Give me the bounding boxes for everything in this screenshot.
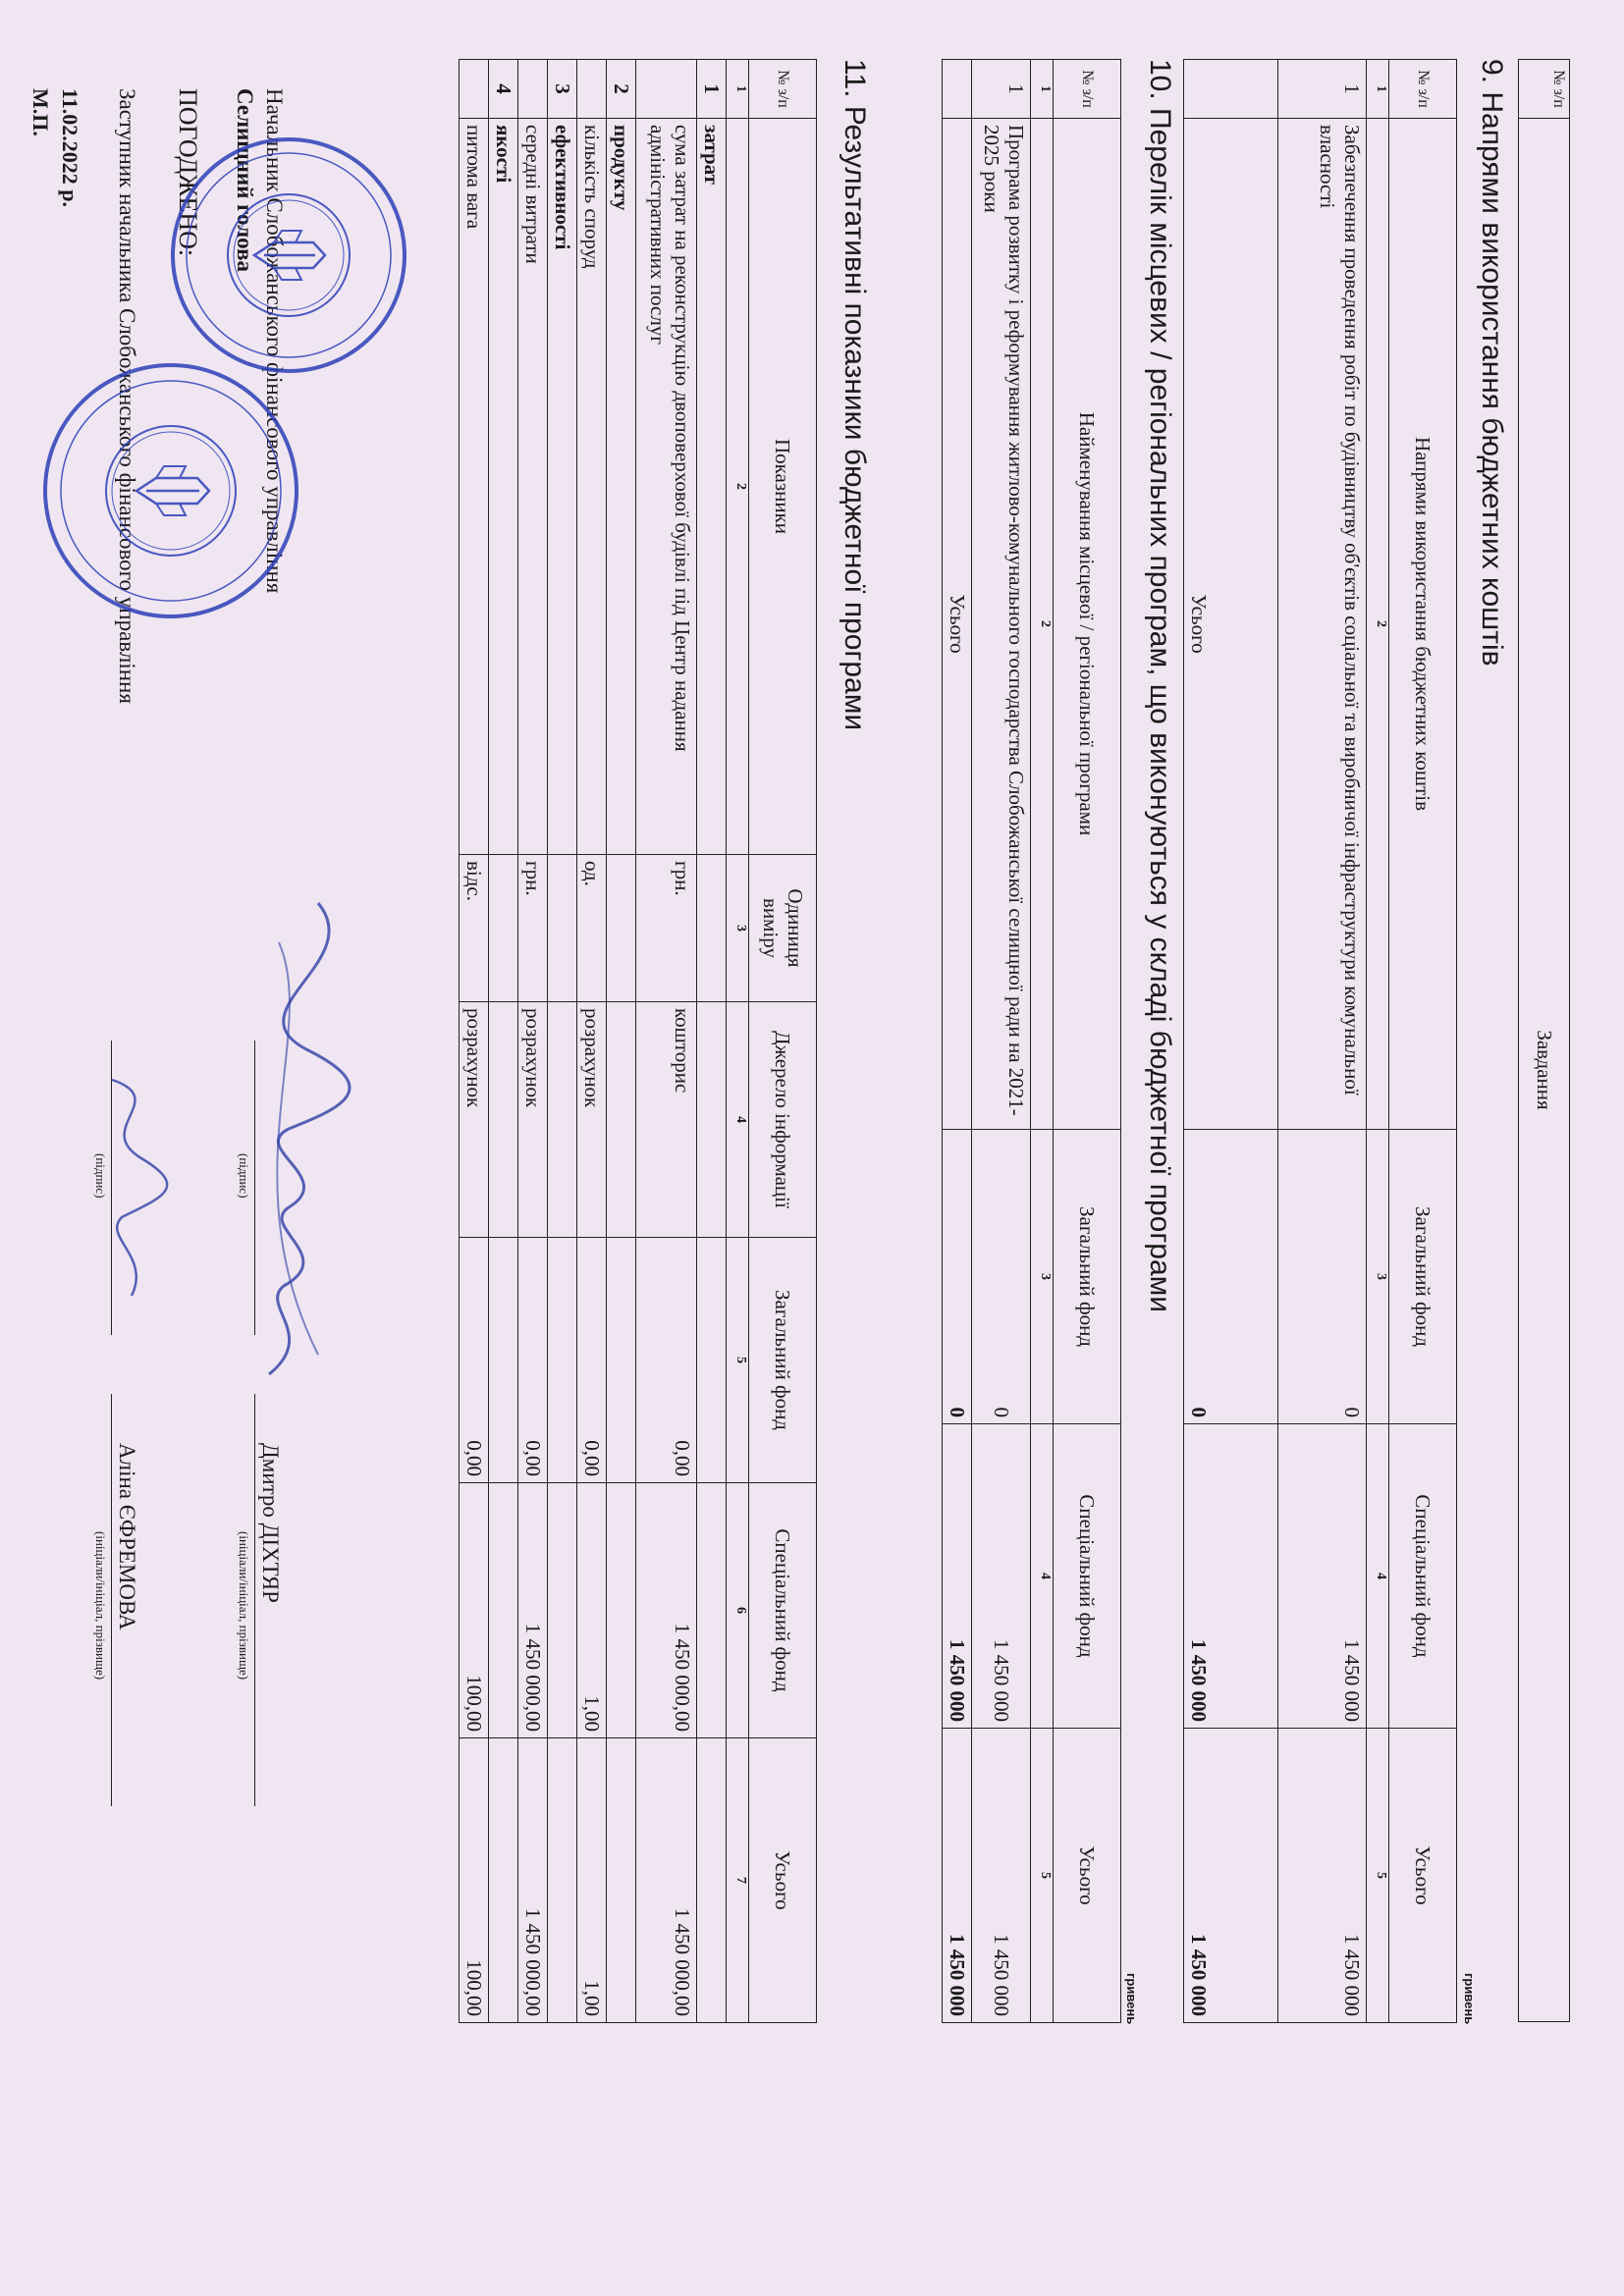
s10-colnum: 5 [1031, 1729, 1054, 2023]
s10-h-no: № з/п [1054, 60, 1121, 119]
s9-colnum: 3 [1367, 1130, 1389, 1424]
s9-row-special: 1 450 000 [1278, 1424, 1367, 1729]
s11-h-unit: Одиниця виміру [749, 855, 817, 1002]
section9-title: 9. Напрями використання бюджетних коштів [1476, 59, 1508, 667]
s10-row-name: Програма розвитку і реформування житлово-комунального господарства Слобожанської селищної ради на 2021-2025 роки [972, 119, 1031, 1130]
s11-cell-unit: од. [577, 855, 607, 1002]
s11-h-no: № з/п [749, 60, 817, 119]
s11-colnum: 3 [727, 855, 749, 1002]
s11-cell-general: 0,00 [518, 1238, 548, 1483]
s11-cell-name: продукту [607, 119, 636, 855]
indicator-group-row [607, 60, 636, 2023]
s11-cell-name: ефективності [548, 119, 577, 855]
s9-total-label: Усього [1184, 119, 1278, 1130]
section11-body [460, 60, 727, 2023]
s10-colnum: 4 [1031, 1424, 1054, 1729]
s11-cell-unit: грн. [518, 855, 548, 1002]
s10-colnum: 2 [1031, 119, 1054, 1130]
indicator-group-row [697, 60, 727, 2023]
s10-row-no: 1 [972, 60, 1031, 119]
council-seal-stamp [166, 133, 411, 378]
s9-h-total: Усього [1389, 1729, 1457, 2023]
s11-cell-special: 1 450 000,00 [636, 1483, 697, 1738]
s11-colnum: 6 [727, 1483, 749, 1738]
s11-cell-name: середні витрати [518, 119, 548, 855]
s10-colnum: 1 [1031, 60, 1054, 119]
s11-h-source: Джерело інформації [749, 1002, 817, 1238]
section9-unit: гривень [1462, 1973, 1477, 2025]
head-position-line1: Начальник Слобожанського фінансового управління [262, 88, 287, 594]
agreed-label: ПОГОДЖЕНО: [174, 88, 202, 257]
s10-h-name: Найменування місцевої / регіональної програми [1054, 119, 1121, 1130]
s11-h-special: Спеціальний фонд [749, 1483, 817, 1738]
section10-unit: гривень [1124, 1973, 1139, 2025]
stamp-place: М.П. [28, 88, 53, 136]
s11-colnum: 4 [727, 1002, 749, 1238]
s11-cell-total [697, 1738, 727, 2023]
deputy-name: Аліна ЄФРЕМОВА [115, 1443, 139, 1630]
s11-cell-unit [548, 855, 577, 1002]
s11-cell-total: 1,00 [577, 1738, 607, 2023]
s11-cell-special [607, 1483, 636, 1738]
s11-cell-total [489, 1738, 518, 2023]
head-sign-caption: (підпис) [237, 1153, 251, 1199]
s9-h-general: Загальний фонд [1389, 1130, 1457, 1424]
s11-cell-general: 0,00 [460, 1238, 489, 1483]
s11-cell-source [607, 1002, 636, 1238]
s9-colnum: 1 [1367, 60, 1389, 119]
indicator-row [460, 60, 489, 2023]
deputy-position: Заступник начальника Слобожанського фінансового управління [115, 88, 139, 704]
s9-h-special: Спеціальний фонд [1389, 1424, 1457, 1729]
s11-h-total: Усього [749, 1738, 817, 2023]
s9-row-name: Забезпечення проведення робіт по будівництву об'єктів соціальної та виробничої інфраструктури комунальної власності [1278, 119, 1367, 1130]
s9-total-special: 1 450 000 [1184, 1424, 1278, 1729]
s11-cell-name: якості [489, 119, 518, 855]
s11-cell-no: 4 [489, 60, 518, 119]
s11-cell-source [697, 1002, 727, 1238]
s9-colnum: 5 [1367, 1729, 1389, 2023]
s10-h-special: Спеціальний фонд [1054, 1424, 1121, 1729]
s10-total-general: 0 [943, 1130, 972, 1424]
s10-total-label: Усього [943, 119, 972, 1130]
s11-cell-source [489, 1002, 518, 1238]
s11-cell-name: кількість споруд [577, 119, 607, 855]
s10-colnum: 3 [1031, 1130, 1054, 1424]
tasks-table [1518, 59, 1570, 2022]
s10-total-special: 1 450 000 [943, 1424, 972, 1729]
s9-h-name: Напрями використання бюджетних коштів [1389, 119, 1457, 1130]
s9-total-total: 1 450 000 [1184, 1729, 1278, 2023]
s11-cell-source [548, 1002, 577, 1238]
head-position-line2: Селищний голова [233, 88, 257, 272]
s9-row-no: 1 [1278, 60, 1367, 119]
s11-cell-total [607, 1738, 636, 2023]
s11-cell-no: 2 [607, 60, 636, 119]
section9-table [1183, 59, 1457, 2023]
s11-colnum: 2 [727, 119, 749, 855]
s11-cell-no [460, 60, 489, 119]
s11-cell-total: 1 450 000,00 [636, 1738, 697, 2023]
s10-row-general: 0 [972, 1130, 1031, 1424]
s10-row-special: 1 450 000 [972, 1424, 1031, 1729]
s10-h-total: Усього [1054, 1729, 1121, 2023]
s11-cell-general [607, 1238, 636, 1483]
s11-cell-general [697, 1238, 727, 1483]
indicator-row [577, 60, 607, 2023]
s11-colnum: 7 [727, 1738, 749, 2023]
deputy-sign-caption: (підпис) [93, 1153, 108, 1199]
indicator-group-row [489, 60, 518, 2023]
s11-cell-no [636, 60, 697, 119]
s11-cell-total: 1 450 000,00 [518, 1738, 548, 2023]
indicator-row [518, 60, 548, 2023]
s11-cell-source: кошторис [636, 1002, 697, 1238]
s9-row-total: 1 450 000 [1278, 1729, 1367, 2023]
s11-cell-unit: відс. [460, 855, 489, 1002]
s11-cell-general: 0,00 [577, 1238, 607, 1483]
s11-cell-unit: грн. [636, 855, 697, 1002]
s11-cell-no: 3 [548, 60, 577, 119]
s10-total-total: 1 450 000 [943, 1729, 972, 2023]
s11-cell-name: затрат [697, 119, 727, 855]
indicator-group-row [548, 60, 577, 2023]
s11-cell-general [489, 1238, 518, 1483]
s11-cell-unit [489, 855, 518, 1002]
s11-h-general: Загальний фонд [749, 1238, 817, 1483]
s11-cell-source: розрахунок [518, 1002, 548, 1238]
deputy-signature [82, 1060, 181, 1315]
tasks-col-no: № з/п [1519, 60, 1570, 119]
s11-cell-general: 0,00 [636, 1238, 697, 1483]
s11-cell-source: розрахунок [460, 1002, 489, 1238]
s11-cell-unit [607, 855, 636, 1002]
s9-colnum: 4 [1367, 1424, 1389, 1729]
s11-colnum: 5 [727, 1238, 749, 1483]
s11-cell-unit [697, 855, 727, 1002]
s11-cell-no [518, 60, 548, 119]
s11-cell-special: 100,00 [460, 1483, 489, 1738]
s9-total-general: 0 [1184, 1130, 1278, 1424]
s10-h-general: Загальний фонд [1054, 1130, 1121, 1424]
s11-cell-no [577, 60, 607, 119]
s11-cell-special: 1 450 000,00 [518, 1483, 548, 1738]
section11-title: 11. Результативні показники бюджетної програми [839, 59, 871, 731]
s11-cell-name: сума затрат на реконструкцію двоповерхової будівлі під Центр надання адміністративних послуг [636, 119, 697, 855]
s11-cell-special [697, 1483, 727, 1738]
indicator-row [636, 60, 697, 2023]
s11-h-name: Показники [749, 119, 817, 855]
s11-cell-no: 1 [697, 60, 727, 119]
head-signature [220, 883, 377, 1394]
tasks-col-task: Завдання [1519, 119, 1570, 2022]
section10-table [942, 59, 1121, 2023]
deputy-name-caption: (ініціали/ініціал, прізвище) [93, 1531, 108, 1681]
s11-cell-special [548, 1483, 577, 1738]
s11-cell-special [489, 1483, 518, 1738]
s11-colnum: 1 [727, 60, 749, 119]
s9-h-no: № з/п [1389, 60, 1457, 119]
s11-cell-special: 1,00 [577, 1483, 607, 1738]
s11-cell-total: 100,00 [460, 1738, 489, 2023]
s9-colnum: 2 [1367, 119, 1389, 1130]
head-name: Дмитро ДІХТЯР [258, 1443, 283, 1603]
s10-row-total: 1 450 000 [972, 1729, 1031, 2023]
s11-cell-source: розрахунок [577, 1002, 607, 1238]
head-name-caption: (ініціали/ініціал, прізвище) [237, 1531, 251, 1681]
date: 11.02.2022 р. [58, 88, 82, 208]
section10-title: 10. Перелік місцевих / регіональних програм, що виконуються у складі бюджетної програми [1144, 59, 1176, 1313]
s11-cell-name: питома вага [460, 119, 489, 855]
s11-cell-total [548, 1738, 577, 2023]
s9-row-general: 0 [1278, 1130, 1367, 1424]
section11-table [459, 59, 817, 2023]
s11-cell-general [548, 1238, 577, 1483]
finance-department-stamp [38, 358, 303, 623]
